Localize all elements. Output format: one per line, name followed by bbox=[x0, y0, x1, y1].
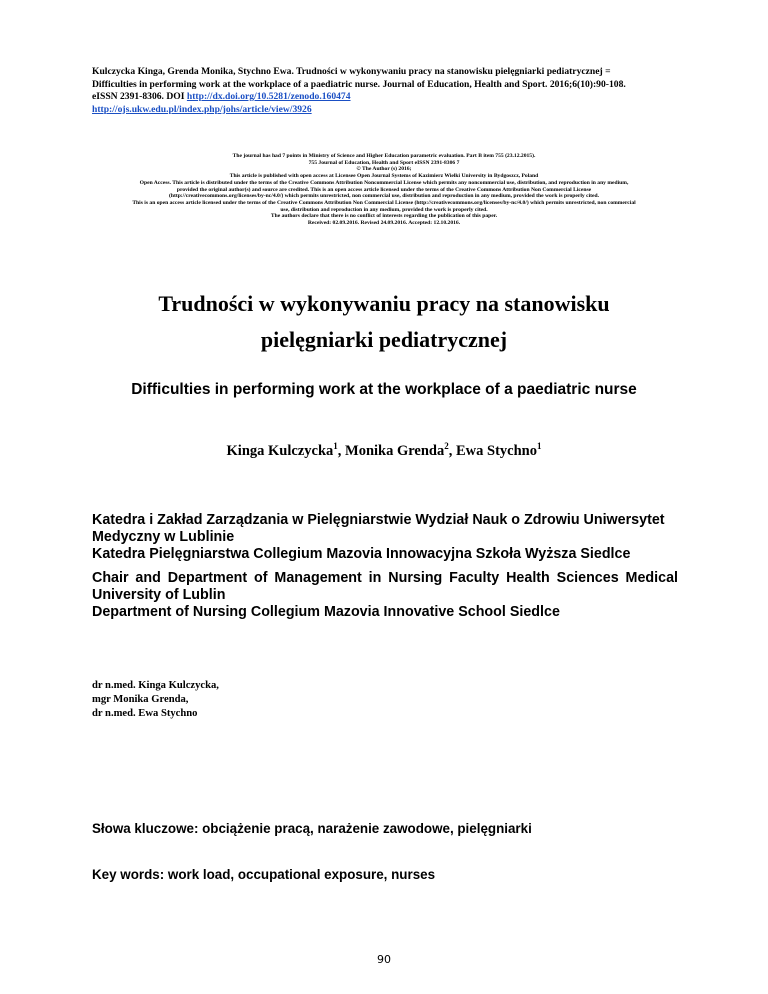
title-line: pielęgniarki pediatrycznej bbox=[260, 327, 508, 352]
title-line: Trudności w wykonywaniu pracy na stanowisku bbox=[158, 291, 610, 316]
author-affiliation-mark: 1 bbox=[536, 441, 542, 452]
citation-line bbox=[92, 91, 676, 104]
author-degree-line: dr n.med. Ewa Stychno bbox=[92, 708, 198, 719]
affiliation-line: Department of Nursing Collegium Mazovia Innovative School Siedlce bbox=[92, 604, 560, 620]
author-degrees bbox=[92, 679, 492, 721]
author-name: Kinga Kulczycka bbox=[226, 443, 334, 459]
affiliations-polish bbox=[92, 512, 678, 563]
author-degree-line: mgr Monika Grenda, bbox=[92, 694, 189, 705]
citation-line: Difficulties in performing work at the workplace of a paediatric nurse. Journal of Education, Health and Sport. 2016;6(10):90-108. bbox=[92, 78, 626, 90]
keywords-english: Key words: work load, occupational exposure, nurses bbox=[92, 867, 436, 882]
notice-line: This is an open access article licensed under the terms of the Creative Commons Attribution Non Commercial License (http://creativecommons.org/licenses/by-nc/4.0/) which permits unrestricted, non commercial bbox=[132, 199, 636, 206]
notice-line: This article is published with open access at Licensee Open Journal Systems of Kazimierz Wielki University in Bydgoszcz, Poland bbox=[229, 173, 539, 180]
journal-link[interactable]: http://ojs.ukw.edu.pl/index.php/johs/article/view/3926 bbox=[92, 103, 312, 115]
page-number: 90 bbox=[377, 953, 391, 966]
author-affiliation-mark: 2 bbox=[444, 441, 449, 452]
notice-line: Open Access. This article is distributed under the terms of the Creative Commons Attribution Noncommercial License which permits any noncommercial use, distribution, and reproduction in any medium, bbox=[139, 179, 629, 186]
author-degree-line: dr n.med. Kinga Kulczycka, bbox=[92, 680, 219, 691]
keywords-polish: Słowa kluczowe: obciążenie pracą, narażenie zawodowe, pielęgniarki bbox=[92, 821, 532, 836]
notice-line: Received: 02.09.2016. Revised 24.09.2016. Accepted: 12.10.2016. bbox=[307, 220, 461, 227]
author-name: Ewa Stychno bbox=[456, 443, 537, 459]
paper-title bbox=[60, 286, 708, 358]
notice-line: The authors declare that there is no conflict of interests regarding the publication of this paper. bbox=[270, 213, 498, 220]
author-line bbox=[40, 443, 728, 460]
notice-line: provided the original author(s) and source are credited. This is an open access article licensed under the terms of the Creative Commons Attribution Non Commercial License bbox=[176, 186, 592, 193]
notice-line: © The Author (s) 2016; bbox=[356, 166, 412, 173]
author-name: Monika Grenda bbox=[345, 443, 445, 459]
author-separator: , bbox=[448, 443, 456, 459]
affiliation-line: Chair and Department of Management in Nursing Faculty Health Sciences Medical bbox=[92, 570, 678, 586]
notice-line: 755 Journal of Education, Health and Sport eISSN 2391-8306 7 bbox=[308, 159, 460, 166]
citation-line: Kulczycka Kinga, Grenda Monika, Stychno Ewa. Trudności w wykonywaniu pracy na stanowisku pielęgniarki pediatrycznej = bbox=[92, 66, 611, 77]
notice-line: (http://creativecommons.org/licenses/by-nc/4.0/) which permits unrestricted, non commercial use, distribution and reproduction in any medium, provided the work is properly cited. bbox=[169, 193, 599, 200]
affiliation-line: Katedra Pielęgniarstwa Collegium Mazovia Innowacyjna Szkoła Wyższa Siedlce bbox=[92, 546, 631, 562]
affiliations-english bbox=[92, 570, 678, 621]
paper-subtitle: Difficulties in performing work at the workplace of a paediatric nurse bbox=[131, 381, 637, 398]
affiliation-line: Medyczny w Lublinie bbox=[92, 529, 235, 545]
citation-block bbox=[92, 66, 676, 116]
affiliation-line: University of Lublin bbox=[92, 587, 226, 603]
author-affiliation-mark: 1 bbox=[333, 441, 338, 452]
author-separator: , bbox=[337, 443, 346, 459]
affiliation-line: Katedra i Zakład Zarządzania w Pielęgniarstwie Wydział Nauk o Zdrowiu Uniwersytet bbox=[92, 512, 665, 528]
citation-line bbox=[92, 104, 676, 117]
doi-link[interactable]: http://dx.doi.org/10.5281/zenodo.160474 bbox=[186, 91, 351, 102]
license-notice bbox=[40, 153, 728, 227]
citation-issn: eISSN 2391-8306. DOI bbox=[92, 91, 187, 102]
notice-line: use, distribution and reproduction in any medium, provided the work is properly cited. bbox=[280, 206, 488, 213]
notice-line: The journal has had 7 points in Ministry of Science and Higher Education parametric evaluation. Part B item 755 (23.12.2015). bbox=[232, 153, 536, 159]
